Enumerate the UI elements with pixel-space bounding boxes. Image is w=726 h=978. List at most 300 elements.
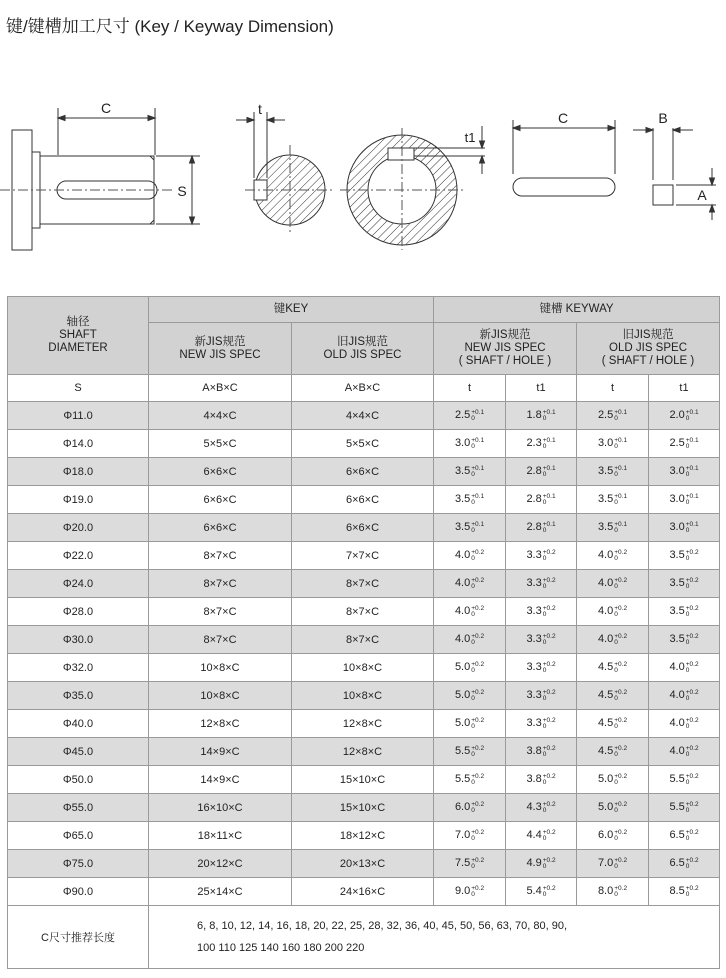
tolerance: [614, 550, 627, 562]
keyway-new-t: [434, 514, 506, 542]
keyway-old-t: [577, 794, 649, 822]
keyway-new-t: [434, 570, 506, 598]
subheader-s: S: [8, 375, 149, 402]
tolerance-lower: 0: [685, 498, 690, 506]
tolerance-upper: +0.2: [614, 744, 628, 752]
tolerance: [686, 718, 699, 730]
tolerance-upper: +0.2: [685, 576, 699, 584]
tolerance: [614, 830, 627, 842]
tolerance-value: 6.5: [669, 857, 685, 870]
table-row: [8, 486, 720, 514]
tolerance-value: 4.0: [669, 661, 685, 674]
tolerance-upper: +0.2: [471, 744, 485, 752]
tolerance-lower: 0: [685, 778, 690, 786]
length-values: [149, 906, 720, 969]
tolerance-lower: 0: [542, 582, 547, 590]
key-new-size: 6×6×C: [149, 486, 292, 514]
tolerance-upper: +0.1: [471, 492, 485, 500]
tolerance-upper: +0.2: [614, 576, 628, 584]
keyway-new-t: [434, 710, 506, 738]
key-old-size: 10×8×C: [292, 654, 434, 682]
tolerance-value: 3.3: [526, 633, 542, 646]
tolerance-upper: +0.2: [614, 688, 628, 696]
tolerance-value: 5.0: [597, 801, 614, 814]
tolerance: [543, 830, 556, 842]
tolerance-lower: 0: [471, 470, 475, 478]
key-new-size: 6×6×C: [149, 514, 292, 542]
keyway-new-t: [434, 850, 506, 878]
keyway-new-t1: [506, 766, 577, 794]
tolerance: [471, 746, 484, 758]
length-values-line2: 100 110 125 140 160 180 200 220: [197, 942, 365, 954]
tolerance-upper: +0.2: [471, 688, 485, 696]
header-keyway-old-jis: 旧JIS规范 OLD JIS SPEC ( SHAFT / HOLE ): [577, 323, 720, 375]
tolerance-lower: 0: [542, 834, 547, 842]
keyway-new-t: [434, 738, 506, 766]
tolerance-value: 8.0: [597, 885, 614, 898]
tolerance-lower: 0: [542, 610, 547, 618]
tolerance-lower: 0: [471, 442, 475, 450]
header-key-old-jis: 旧JIS规范 OLD JIS SPEC: [292, 323, 434, 375]
keyway-new-t1: [506, 794, 577, 822]
tolerance-lower: 0: [471, 722, 475, 730]
tolerance-value: 3.0: [669, 465, 685, 478]
key-new-size: 14×9×C: [149, 738, 292, 766]
tolerance: [614, 690, 627, 702]
subheader-t1-new: t1: [506, 375, 577, 402]
tolerance: [543, 410, 556, 422]
tolerance-value: 3.0: [669, 493, 685, 506]
tolerance-lower: 0: [685, 862, 690, 870]
tolerance: [471, 494, 484, 506]
key-new-size: 6×6×C: [149, 458, 292, 486]
table-row: [8, 514, 720, 542]
tolerance-lower: 0: [614, 414, 618, 422]
tolerance-upper: +0.1: [471, 436, 485, 444]
keyway-old-t: [577, 598, 649, 626]
tolerance-value: 4.5: [597, 745, 614, 758]
tolerance-upper: +0.2: [542, 772, 556, 780]
keyway-new-t: [434, 430, 506, 458]
tolerance-upper: +0.2: [471, 632, 485, 640]
keyway-new-t1: [506, 654, 577, 682]
tolerance-upper: +0.2: [542, 856, 556, 864]
shaft-diameter: Φ45.0: [8, 738, 149, 766]
tolerance: [686, 606, 699, 618]
tolerance-value: 2.8: [526, 521, 542, 534]
key-old-size: 24×16×C: [292, 878, 434, 906]
keyway-old-t: [577, 486, 649, 514]
tolerance-lower: 0: [614, 442, 618, 450]
keyway-new-t1: [506, 514, 577, 542]
keyway-old-t: [577, 682, 649, 710]
header-keyway-new-jis: 新JIS规范 NEW JIS SPEC ( SHAFT / HOLE ): [434, 323, 577, 375]
keyway-new-t1: [506, 542, 577, 570]
tolerance-lower: 0: [614, 890, 618, 898]
tolerance-value: 3.3: [526, 605, 542, 618]
table-row: [8, 710, 720, 738]
tolerance-value: 3.3: [526, 661, 542, 674]
tolerance-lower: 0: [614, 806, 618, 814]
tolerance: [614, 606, 627, 618]
tolerance-value: 2.3: [526, 437, 542, 450]
keyway-old-t1: [649, 402, 720, 430]
keyway-new-t: [434, 766, 506, 794]
table-row: [8, 654, 720, 682]
tolerance-upper: +0.2: [471, 660, 485, 668]
tolerance-upper: +0.2: [614, 660, 628, 668]
tolerance-value: 4.0: [454, 633, 471, 646]
tolerance-lower: 0: [614, 526, 618, 534]
keyway-old-t1: [649, 738, 720, 766]
tolerance: [471, 690, 484, 702]
tolerance: [686, 774, 699, 786]
shaft-diameter: Φ19.0: [8, 486, 149, 514]
key-old-size: 15×10×C: [292, 766, 434, 794]
tolerance-upper: +0.2: [685, 828, 699, 836]
tolerance-lower: 0: [614, 470, 618, 478]
tolerance-value: 4.0: [454, 577, 471, 590]
key-new-size: 8×7×C: [149, 570, 292, 598]
tolerance-lower: 0: [542, 722, 547, 730]
tolerance-upper: +0.2: [542, 716, 556, 724]
tolerance-upper: +0.2: [685, 856, 699, 864]
keyway-new-t1: [506, 402, 577, 430]
header-keyway: 键槽 KEYWAY: [434, 297, 720, 323]
keyway-new-t1: [506, 458, 577, 486]
table-row: [8, 542, 720, 570]
key-new-size: 16×10×C: [149, 794, 292, 822]
tolerance: [543, 550, 556, 562]
tolerance-upper: +0.2: [471, 548, 485, 556]
tolerance-value: 4.0: [597, 605, 614, 618]
tolerance-lower: 0: [471, 414, 475, 422]
tolerance-value: 4.0: [454, 605, 471, 618]
tolerance: [471, 410, 484, 422]
tolerance-upper: +0.2: [471, 828, 485, 836]
tolerance-value: 5.5: [454, 745, 471, 758]
tolerance: [686, 578, 699, 590]
tolerance: [543, 522, 556, 534]
tolerance-value: 3.8: [526, 745, 542, 758]
dim-c-label: C: [100, 100, 112, 116]
subheader-t-old: t: [577, 375, 649, 402]
tolerance-upper: +0.2: [614, 632, 628, 640]
key-old-size: 8×7×C: [292, 598, 434, 626]
tolerance-upper: +0.1: [542, 408, 556, 416]
tolerance-upper: +0.1: [685, 408, 699, 416]
tolerance: [543, 634, 556, 646]
tolerance: [471, 606, 484, 618]
tolerance-lower: 0: [685, 582, 690, 590]
tolerance-value: 4.0: [669, 745, 685, 758]
tolerance-value: 3.3: [526, 577, 542, 590]
keyway-old-t1: [649, 430, 720, 458]
tolerance-lower: 0: [685, 526, 690, 534]
table-row: [8, 850, 720, 878]
tolerance-upper: +0.2: [685, 772, 699, 780]
tolerance-value: 3.8: [526, 773, 542, 786]
key-old-size: 8×7×C: [292, 570, 434, 598]
table-row: [8, 402, 720, 430]
tolerance: [471, 438, 484, 450]
dim-c2-label: C: [557, 110, 569, 126]
shaft-diameter: Φ55.0: [8, 794, 149, 822]
keyway-old-t: [577, 430, 649, 458]
tolerance-lower: 0: [614, 834, 618, 842]
tolerance: [686, 410, 699, 422]
keyway-new-t1: [506, 598, 577, 626]
tolerance: [686, 634, 699, 646]
tolerance-lower: 0: [471, 554, 475, 562]
keyway-new-t: [434, 486, 506, 514]
key-old-size: 4×4×C: [292, 402, 434, 430]
tolerance-value: 3.5: [669, 633, 685, 646]
key-old-size: 15×10×C: [292, 794, 434, 822]
key-new-size: 8×7×C: [149, 626, 292, 654]
tolerance-lower: 0: [471, 834, 475, 842]
tolerance-upper: +0.2: [614, 716, 628, 724]
shaft-diameter: Φ28.0: [8, 598, 149, 626]
tolerance-lower: 0: [614, 582, 618, 590]
tolerance-upper: +0.1: [542, 436, 556, 444]
tolerance: [686, 886, 699, 898]
key-old-size: 6×6×C: [292, 486, 434, 514]
tolerance-upper: +0.1: [614, 492, 628, 500]
tolerance-upper: +0.2: [685, 688, 699, 696]
key-old-size: 12×8×C: [292, 738, 434, 766]
tolerance-lower: 0: [614, 694, 618, 702]
tolerance-upper: +0.2: [614, 800, 628, 808]
shaft-diameter: Φ90.0: [8, 878, 149, 906]
keyway-drawing: [0, 90, 726, 260]
tolerance-upper: +0.1: [685, 464, 699, 472]
tolerance: [543, 746, 556, 758]
tolerance-value: 5.0: [454, 717, 471, 730]
tolerance-upper: +0.2: [685, 660, 699, 668]
tolerance: [543, 606, 556, 618]
tolerance: [614, 802, 627, 814]
tolerance: [471, 634, 484, 646]
key-new-size: 4×4×C: [149, 402, 292, 430]
tolerance: [543, 690, 556, 702]
tolerance: [614, 746, 627, 758]
tolerance-lower: 0: [471, 498, 475, 506]
tolerance-upper: +0.2: [685, 744, 699, 752]
tolerance-value: 4.4: [526, 829, 542, 842]
tolerance-lower: 0: [471, 610, 475, 618]
tolerance-upper: +0.1: [542, 520, 556, 528]
tolerance-lower: 0: [685, 722, 690, 730]
keyway-old-t: [577, 710, 649, 738]
tolerance-value: 3.5: [669, 605, 685, 618]
tolerance-upper: +0.2: [471, 604, 485, 612]
shaft-diameter: Φ18.0: [8, 458, 149, 486]
tolerance-value: 4.0: [454, 549, 471, 562]
table-row: [8, 570, 720, 598]
tolerance-lower: 0: [471, 582, 475, 590]
tolerance-value: 5.4: [526, 885, 542, 898]
tolerance-value: 3.5: [454, 493, 471, 506]
tolerance-lower: 0: [542, 862, 547, 870]
tolerance-lower: 0: [614, 554, 618, 562]
tolerance-upper: +0.1: [614, 436, 628, 444]
tolerance-lower: 0: [614, 750, 618, 758]
key-old-size: 8×7×C: [292, 626, 434, 654]
keyway-old-t1: [649, 514, 720, 542]
tolerance-lower: 0: [614, 638, 618, 646]
tolerance-lower: 0: [471, 778, 475, 786]
tolerance-lower: 0: [685, 750, 690, 758]
key-new-size: 10×8×C: [149, 654, 292, 682]
tolerance-upper: +0.1: [685, 436, 699, 444]
table-row: [8, 458, 720, 486]
tolerance-lower: 0: [542, 554, 547, 562]
keyway-new-t1: [506, 878, 577, 906]
keyway-old-t: [577, 514, 649, 542]
tolerance-lower: 0: [614, 666, 618, 674]
table-body: [8, 402, 720, 906]
shaft-diameter: Φ50.0: [8, 766, 149, 794]
tolerance: [686, 858, 699, 870]
tolerance: [686, 690, 699, 702]
keyway-new-t: [434, 542, 506, 570]
key-old-size: 12×8×C: [292, 710, 434, 738]
subheader-key-new: A×B×C: [149, 375, 292, 402]
subheader-t1-old: t1: [649, 375, 720, 402]
tolerance-value: 3.5: [454, 465, 471, 478]
tolerance-upper: +0.1: [471, 520, 485, 528]
key-new-size: 5×5×C: [149, 430, 292, 458]
tolerance-value: 4.5: [597, 661, 614, 674]
tolerance: [471, 578, 484, 590]
tolerance-value: 4.0: [669, 689, 685, 702]
tolerance-upper: +0.2: [471, 856, 485, 864]
keyway-old-t1: [649, 486, 720, 514]
tolerance-lower: 0: [685, 414, 690, 422]
hub-cross-section: [340, 126, 485, 250]
tolerance-lower: 0: [542, 526, 547, 534]
table-row: [8, 682, 720, 710]
shaft-diameter: Φ24.0: [8, 570, 149, 598]
tolerance-lower: 0: [542, 890, 547, 898]
tolerance-value: 3.3: [526, 549, 542, 562]
tolerance: [686, 494, 699, 506]
tolerance-upper: +0.1: [685, 520, 699, 528]
tolerance-lower: 0: [614, 778, 618, 786]
tolerance-upper: +0.2: [542, 660, 556, 668]
tolerance-value: 3.5: [597, 465, 614, 478]
tolerance: [543, 578, 556, 590]
tolerance-value: 3.0: [669, 521, 685, 534]
tolerance-upper: +0.2: [542, 800, 556, 808]
keyway-new-t1: [506, 430, 577, 458]
tolerance-lower: 0: [542, 414, 547, 422]
table-row: [8, 766, 720, 794]
key-old-size: 20×13×C: [292, 850, 434, 878]
tolerance-lower: 0: [542, 666, 547, 674]
keyway-old-t1: [649, 458, 720, 486]
keyway-old-t1: [649, 598, 720, 626]
tolerance: [614, 438, 627, 450]
tolerance-lower: 0: [685, 638, 690, 646]
tolerance-value: 2.5: [454, 409, 471, 422]
tolerance-lower: 0: [542, 442, 547, 450]
tolerance-lower: 0: [471, 862, 475, 870]
tolerance: [543, 438, 556, 450]
tolerance-value: 5.0: [454, 689, 471, 702]
tolerance-value: 3.3: [526, 717, 542, 730]
tolerance-upper: +0.2: [614, 548, 628, 556]
tolerance: [614, 466, 627, 478]
tolerance-lower: 0: [685, 442, 690, 450]
tolerance: [614, 718, 627, 730]
tolerance: [614, 410, 627, 422]
key-new-size: 14×9×C: [149, 766, 292, 794]
keyway-dimension-table: [7, 296, 720, 969]
tolerance-lower: 0: [471, 694, 475, 702]
keyway-old-t1: [649, 878, 720, 906]
length-values-line1: 6, 8, 10, 12, 14, 16, 18, 20, 22, 25, 28, 32, 36, 40, 45, 50, 56, 63, 70, 80, 90,: [197, 920, 568, 932]
tolerance-value: 8.5: [669, 885, 685, 898]
keyway-new-t1: [506, 822, 577, 850]
tolerance-upper: +0.2: [685, 716, 699, 724]
tolerance-lower: 0: [614, 722, 618, 730]
tolerance: [686, 662, 699, 674]
tolerance-lower: 0: [471, 638, 475, 646]
tolerance-value: 3.5: [669, 577, 685, 590]
key-new-size: 20×12×C: [149, 850, 292, 878]
table-row: [8, 430, 720, 458]
tolerance-value: 5.5: [669, 773, 685, 786]
tolerance-value: 3.0: [597, 437, 614, 450]
tolerance-lower: 0: [685, 554, 690, 562]
shaft-diameter: Φ32.0: [8, 654, 149, 682]
tolerance-upper: +0.1: [614, 408, 628, 416]
table-row: [8, 794, 720, 822]
tolerance-lower: 0: [542, 638, 547, 646]
dim-s-label: S: [177, 183, 187, 199]
tolerance: [543, 718, 556, 730]
tolerance: [471, 830, 484, 842]
tolerance-upper: +0.2: [542, 604, 556, 612]
keyway-old-t: [577, 458, 649, 486]
table-row: [8, 738, 720, 766]
key-new-size: 25×14×C: [149, 878, 292, 906]
tolerance-value: 2.0: [669, 409, 685, 422]
tolerance-lower: 0: [542, 694, 547, 702]
tolerance-value: 2.8: [526, 465, 542, 478]
tolerance-lower: 0: [471, 526, 475, 534]
tolerance-upper: +0.2: [471, 716, 485, 724]
tolerance: [614, 634, 627, 646]
tolerance-value: 5.5: [669, 801, 685, 814]
tolerance-value: 3.5: [597, 521, 614, 534]
tolerance: [543, 886, 556, 898]
shaft-diameter: Φ65.0: [8, 822, 149, 850]
tolerance-lower: 0: [542, 750, 547, 758]
shaft-cross-section: [236, 112, 335, 235]
tolerance-lower: 0: [542, 470, 547, 478]
tolerance-upper: +0.2: [471, 800, 485, 808]
key-new-size: 8×7×C: [149, 542, 292, 570]
tolerance-upper: +0.1: [614, 520, 628, 528]
table-row: [8, 822, 720, 850]
key-new-size: 12×8×C: [149, 710, 292, 738]
tolerance: [614, 858, 627, 870]
tolerance-upper: +0.2: [542, 548, 556, 556]
shaft-diameter: Φ20.0: [8, 514, 149, 542]
